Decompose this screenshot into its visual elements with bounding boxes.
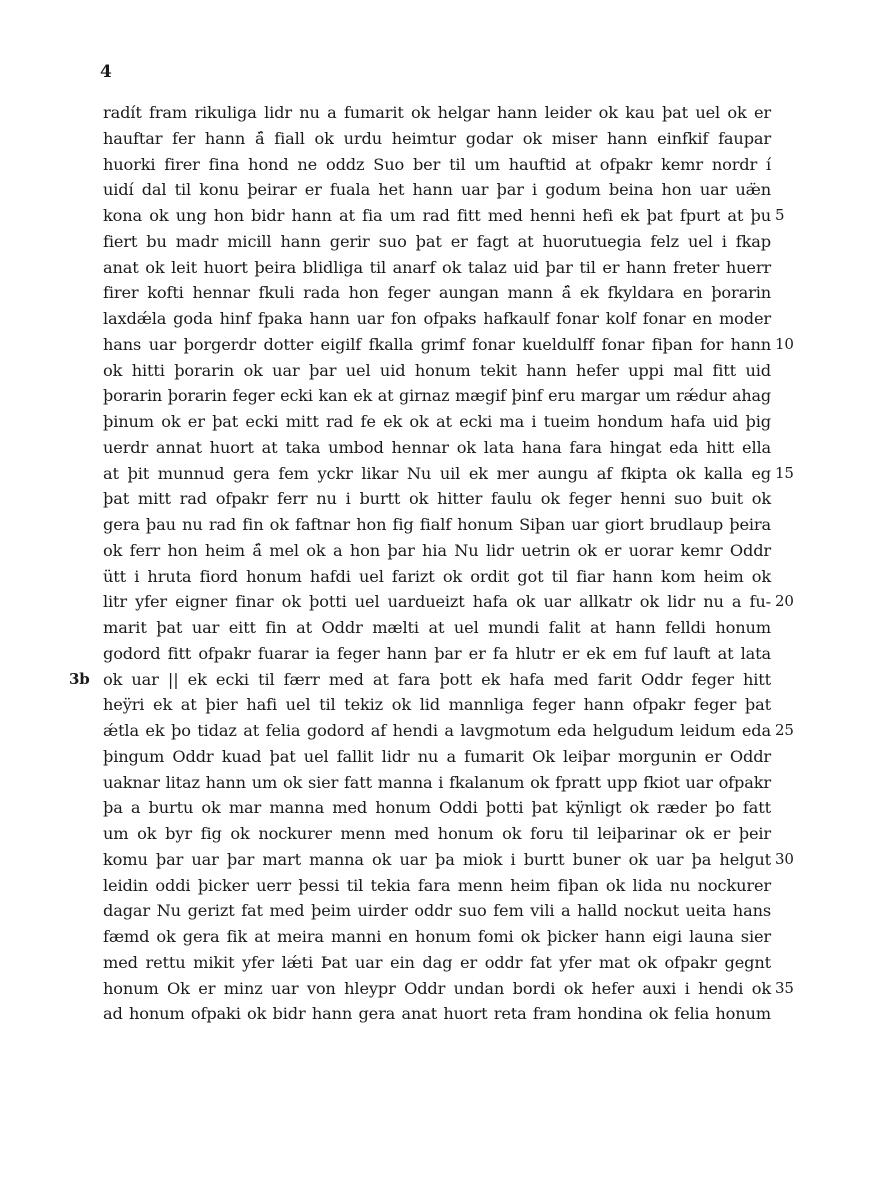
line-text: þinum ok er þat ecki mitt rad fe ek ok at ecki ma i tueim hondum hafa uid þig [103, 412, 771, 431]
text-line [103, 358, 771, 384]
text-line [103, 795, 771, 821]
line-text: kona ok ung hon bidr hann at fia um rad fitt med henni hefi ek þat fpurt at þu [103, 206, 771, 225]
text-line [103, 950, 771, 976]
line-text: fæmd ok gera fik at meira manni en honum fomi ok þicker hann eigi launa sier [103, 927, 771, 946]
text-line [69, 667, 771, 693]
line-text: þingum Oddr kuad þat uel fallit lidr nu a fumarit Ok leiþar morgunin er Oddr [103, 746, 771, 766]
line-text: leidin oddi þicker uerr þessi til tekia fara menn heim fiþan ok lida nu nockurer [103, 875, 771, 895]
line-text: godord fitt ofpakr fuarar ia feger hann þar er fa hlutr er ek em fuf lauft at lata [103, 643, 771, 663]
main-text [69, 100, 794, 1027]
folio-marker: 3b [69, 669, 90, 688]
line-text: firer kofti hennar fkuli rada hon feger aungan mann á̈ ek fkyldara en þorarin [103, 283, 771, 303]
line-text: heÿri ek at þier hafi uel til tekiz ok lid mannliga feger hann ofpakr feger þat [103, 695, 771, 715]
line-text: radít fram rikuliga lidr nu a fumarit ok helgar hann leider ok kau þat uel ok er [103, 103, 771, 122]
line-text: um ok byr fig ok nockurer menn med honum ok foru til leiþarinar ok er þeir [103, 824, 771, 843]
text-line [103, 924, 771, 950]
text-line [103, 847, 794, 873]
line-text: uaknar litaz hann um ok sier fatt manna i fkalanum ok fpratt upp fkiot uar ofpakr [103, 772, 771, 792]
page-number: 4 [100, 62, 112, 82]
line-text: ok ferr hon heim á̈ mel ok a hon þar hia Nu lidr uetrin ok er uorar kemr Oddr [103, 540, 771, 560]
text-line [103, 873, 771, 899]
line-text: honum Ok er minz uar von hleypr Oddr undan bordi ok hefer auxi i hendi ok [103, 978, 771, 998]
text-line [103, 126, 771, 152]
text-line [103, 718, 794, 744]
text-line [103, 538, 771, 564]
line-text: litr yfer eigner finar ok þotti uel uardueizt hafa ok uar allkatr ok lidr nu a fu- [103, 592, 771, 612]
line-text: ok uar || ek ecki til færr med at fara þott ek hafa med farit Oddr feger hitt [103, 669, 771, 689]
text-line [103, 152, 771, 178]
text-line [103, 486, 771, 512]
line-text: uerdr annat huort at taka umbod hennar ok lata hana fara hingat eda hitt ella [103, 437, 771, 457]
line-text: anat ok leit huort þeira blidliga til anarf ok talaz uid þar til er hann freter huerr [103, 257, 771, 277]
text-line [103, 1001, 771, 1027]
line-text: ǽtla ek þo tidaz at felia godord af hendi a lavgmotum eda helgudum leidum eda [103, 721, 771, 740]
text-line [103, 280, 771, 306]
line-text: hauftar fer hann á̈ fiall ok urdu heimtur godar ok miser hann einfkif faupar [103, 128, 771, 148]
line-text: komu þar uar þar mart manna ok uar þa miok i burtt buner ok uar þa helgut [103, 849, 771, 869]
line-text: uidí dal til konu þeirar er fuala het hann uar þar i godum beina hon uar uæ̈n [103, 180, 771, 200]
text-line [103, 564, 771, 590]
line-text: dagar Nu gerizt fat med þeim uirder oddr suo fem vili a halld nockut ueita hans [103, 901, 771, 921]
text-line [103, 306, 771, 332]
line-text: huorki firer fina hond ne oddz Suo ber til um hauftid at ofpakr kemr nordr í [103, 154, 771, 174]
line-number: 15 [775, 463, 794, 482]
line-text: ok hitti þorarin ok uar þar uel uid honum tekit hann hefer uppi mal fitt uid [103, 360, 771, 380]
text-line [103, 589, 794, 615]
line-number: 25 [775, 721, 794, 739]
text-line [103, 976, 794, 1002]
line-number: 10 [775, 334, 794, 353]
text-line [103, 435, 771, 461]
line-text: at þit munnud gera fem yckr likar Nu uil ek mer aungu af fkipta ok kalla eg [103, 463, 771, 483]
line-text: hans uar þorgerdr dotter eigilf fkalla grimf fonar kueldulff fonar fiþan for hann [103, 334, 771, 354]
line-text: þorarin þorarin feger ecki kan ek at girnaz mægif þinf eru margar um rǽdur ahag [103, 386, 771, 406]
line-text: marit þat uar eitt fin at Oddr mælti at uel mundi falit at hann felldi honum [103, 618, 771, 637]
text-line [103, 203, 785, 229]
line-number: 20 [775, 592, 794, 611]
text-line [103, 332, 794, 358]
text-line [103, 615, 771, 641]
text-line [103, 100, 771, 126]
text-line [103, 229, 771, 255]
text-line [103, 255, 771, 281]
text-line [103, 512, 771, 538]
line-number: 5 [775, 206, 785, 224]
text-line [103, 461, 794, 487]
text-line [103, 692, 771, 718]
text-line [103, 770, 771, 796]
text-line [103, 409, 771, 435]
line-text: fiert bu madr micill hann gerir suo þat er fagt at huorutuegia felz uel i fkap [103, 231, 771, 251]
text-line [103, 641, 771, 667]
line-text: gera þau nu rad fin ok faftnar hon fig fialf honum Siþan uar giort brudlaup þeira [103, 515, 771, 534]
line-text: ütt i hruta fiord honum hafdi uel farizt ok ordit got til fiar hann kom heim ok [103, 566, 771, 586]
line-text: ad honum ofpaki ok bidr hann gera anat huort reta fram hondina ok felia honum [103, 1004, 771, 1024]
line-text: laxdǽla goda hinf fpaka hann uar fon ofpaks hafkaulf fonar kolf fonar en moder [103, 309, 771, 328]
line-number: 30 [775, 849, 794, 868]
line-text: þat mitt rad ofpakr ferr nu i burtt ok hitter faulu ok feger henni suo buit ok [103, 489, 771, 509]
line-text: med rettu mikit yfer lǽti Þat uar ein dag er oddr fat yfer mat ok ofpakr gegnt [103, 952, 771, 972]
text-line [103, 177, 771, 203]
line-number: 35 [775, 978, 794, 997]
text-line [103, 898, 771, 924]
text-line [103, 821, 771, 847]
text-line [103, 744, 771, 770]
line-text: þa a burtu ok mar manna med honum Oddi þotti þat kÿnligt ok ræder þo fatt [103, 798, 771, 818]
text-line [103, 383, 771, 409]
